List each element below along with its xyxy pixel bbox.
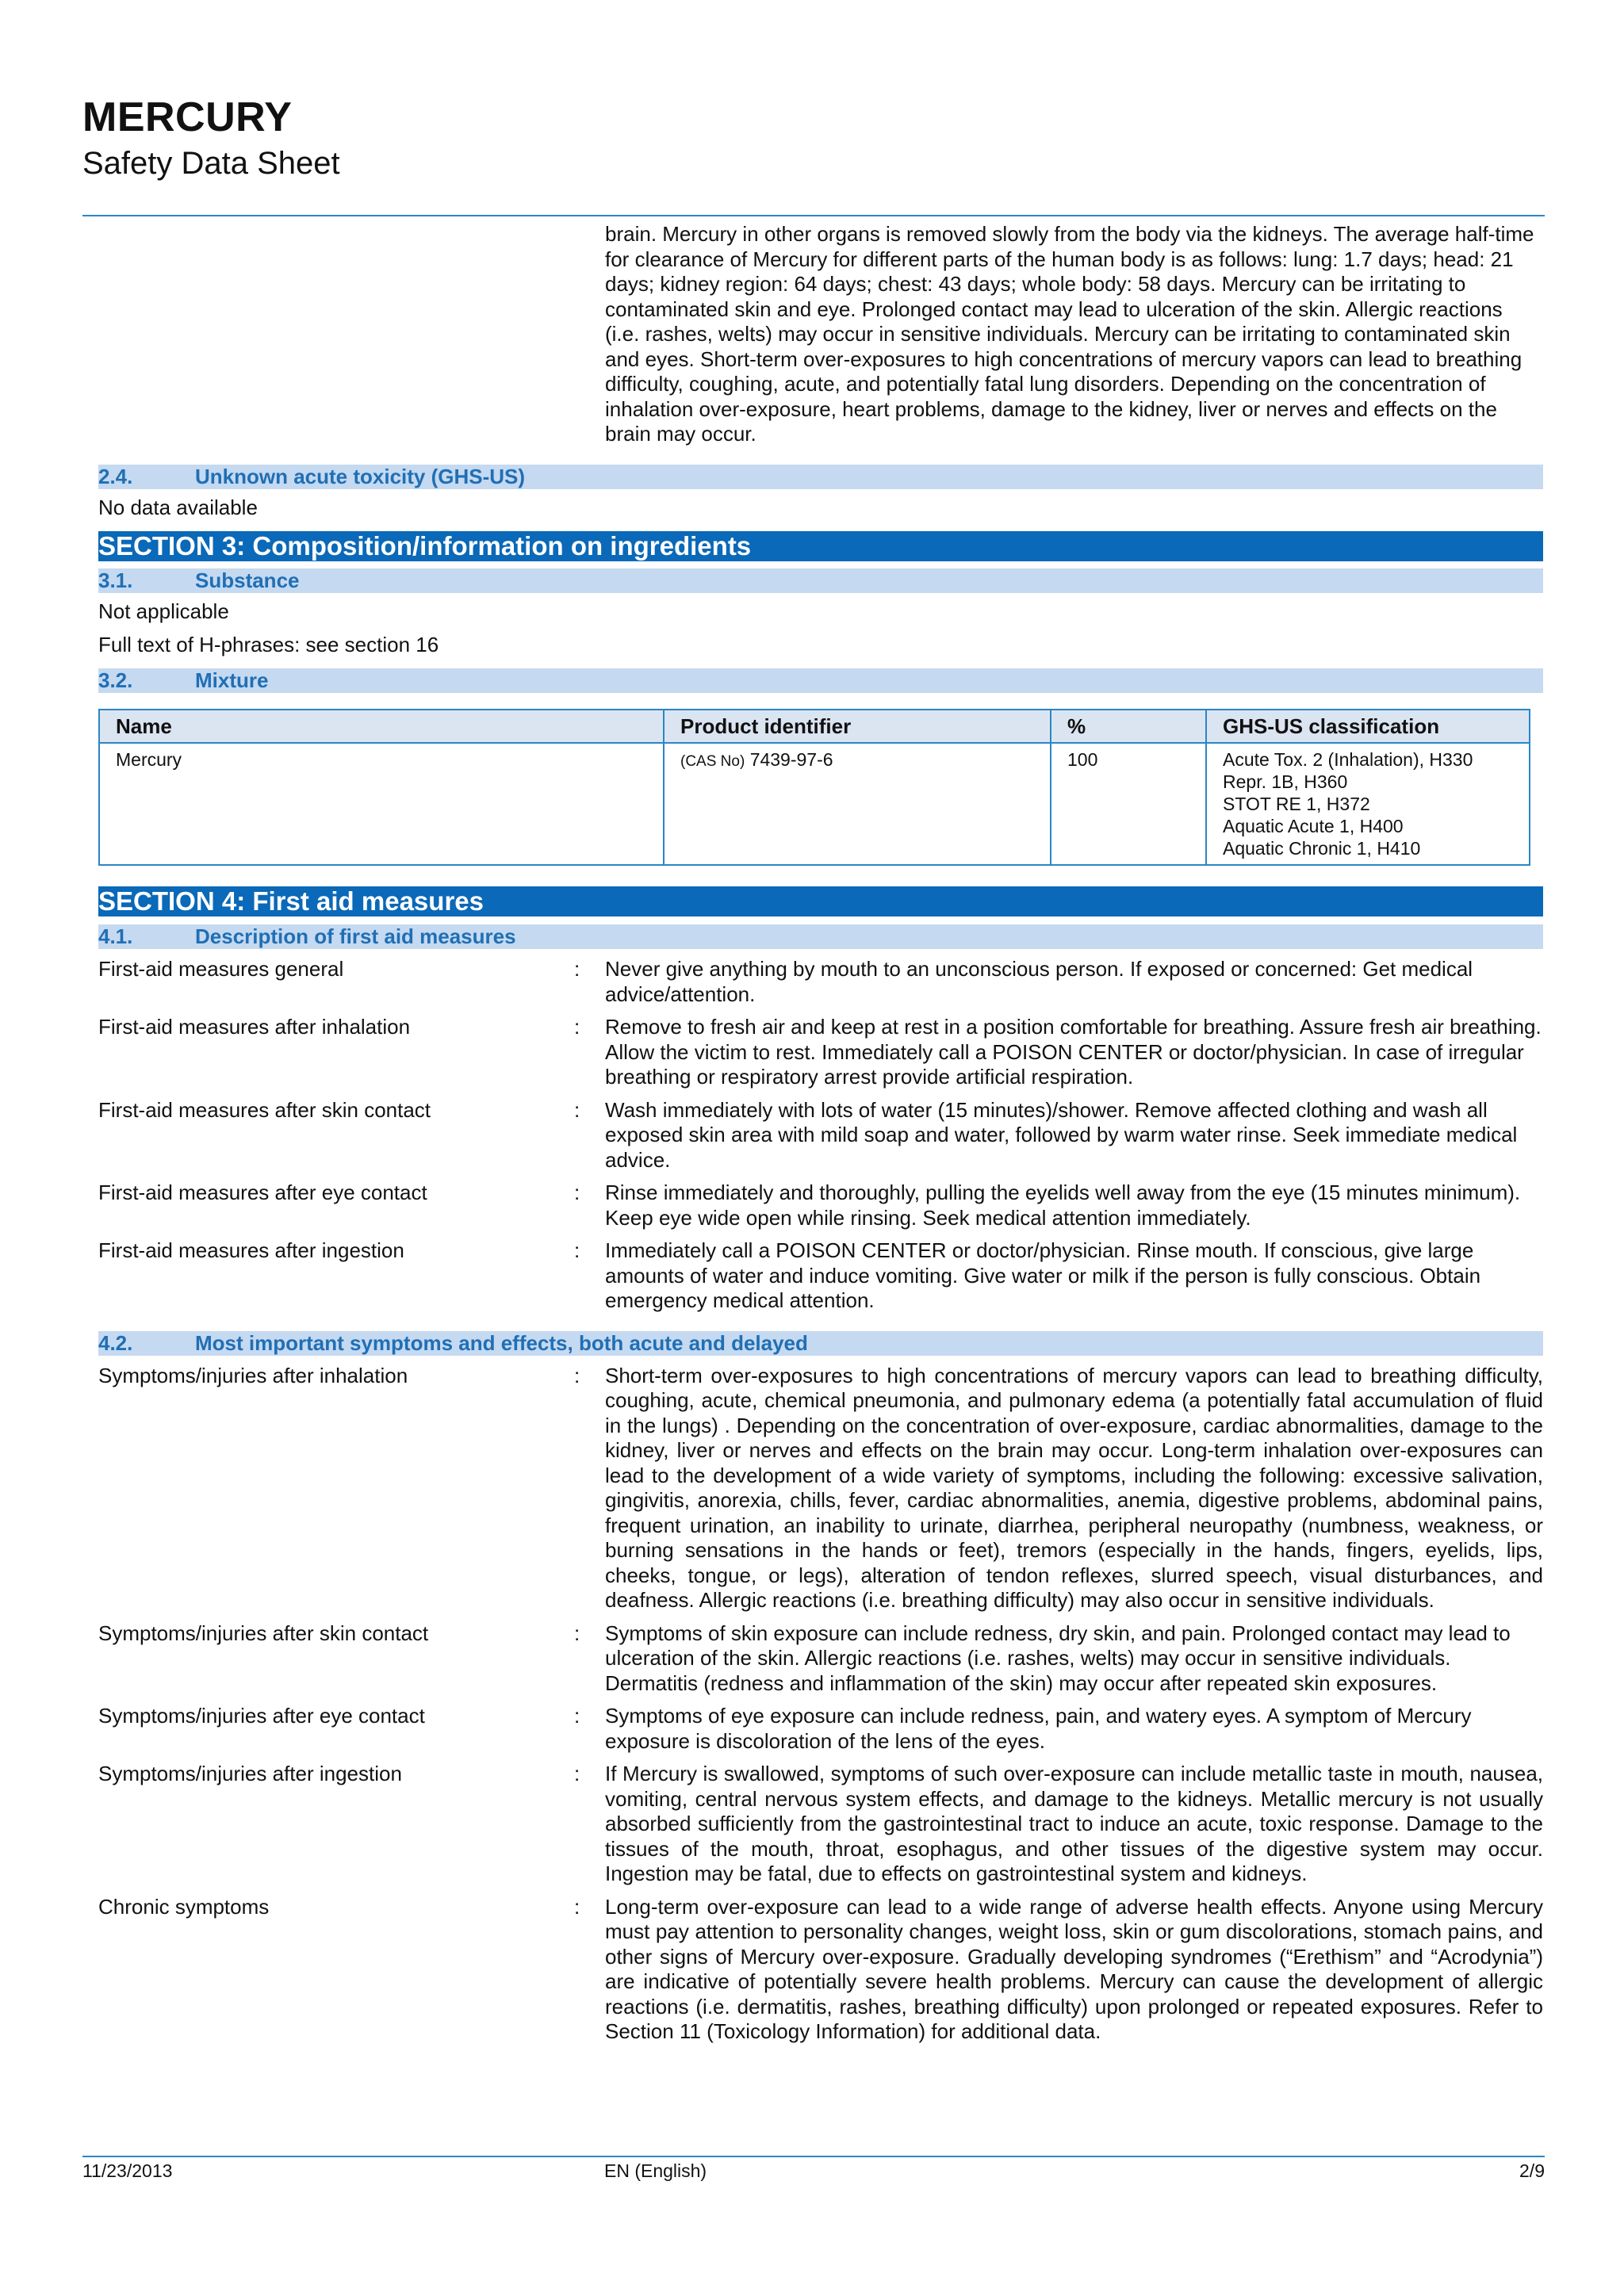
first-aid-item-general bbox=[98, 957, 1543, 1007]
first-aid-item-ingestion bbox=[98, 1238, 1543, 1314]
item-separator: : bbox=[574, 1097, 580, 1122]
subsection-number: 4.1. bbox=[98, 924, 133, 948]
item-text: Short-term over-exposures to high concentrations of mercury vapors can lead to breathing difficulty, coughing, acute, chemical pneumonia, and pulmonary edema (a potentially fatal accumulation of fluid in the lungs) . Depending on the concentration of over-exposure, cardiac abnormalities, damage to the kidney, liver or nerves and effects on the brain may occur. Long-term inhalation over-exposures can lead to the development of a wide variety of symptoms, including the following: excessive salivation, gingivitis, anorexia, chills, fever, cardiac abnormalities, anemia, digestive problems, abdominal pains, frequent urination, an inability to urinate, diarrhea, peripheral neuropathy (numbness, weakness, or burning sensations in the hands or feet), tremors (especially in the hands, fingers, eyelids, lips, cheeks, tongue, or legs), alteration of tendon reflexes, slurred speech, visual disturbances, and deafness. Allergic reactions (i.e. breathing difficulty) may also occur in sensitive individuals. bbox=[605, 1363, 1543, 1612]
item-label: First-aid measures after ingestion bbox=[98, 1238, 404, 1262]
symptom-item-skin bbox=[98, 1621, 1543, 1697]
subsection-title: Most important symptoms and effects, both acute and delayed bbox=[195, 1330, 808, 1355]
item-separator: : bbox=[574, 1894, 580, 1919]
footer-divider bbox=[82, 2156, 1545, 2157]
product-identifier bbox=[664, 743, 1051, 865]
first-aid-list bbox=[98, 957, 1543, 1314]
item-label: First-aid measures after eye contact bbox=[98, 1181, 427, 1204]
section-3-heading: SECTION 3: Composition/information on ingredients bbox=[98, 531, 1543, 561]
table-row bbox=[99, 743, 1530, 865]
classification-line: Aquatic Acute 1, H400 bbox=[1223, 816, 1404, 836]
ghs-classification bbox=[1206, 743, 1530, 865]
footer-page-number: 2/9 bbox=[1519, 2160, 1545, 2181]
section-4-heading: SECTION 4: First aid measures bbox=[98, 886, 1543, 916]
subsection-3-1-heading bbox=[98, 568, 1543, 593]
item-separator: : bbox=[574, 1238, 580, 1262]
cas-prefix: (CAS No) bbox=[680, 753, 745, 770]
symptom-item-chronic bbox=[98, 1895, 1543, 2045]
document-title: MERCURY bbox=[82, 94, 293, 140]
item-separator: : bbox=[574, 1762, 580, 1785]
item-label: First-aid measures after inhalation bbox=[98, 1015, 411, 1039]
item-separator: : bbox=[574, 1621, 580, 1645]
column-header-percent: % bbox=[1051, 710, 1206, 743]
item-label: First-aid measures general bbox=[98, 957, 344, 981]
subsection-2-4-heading bbox=[98, 465, 1543, 489]
symptoms-list bbox=[98, 1364, 1543, 2045]
item-text: Never give anything by mouth to an unconscious person. If exposed or concerned: Get medical advice/attention. bbox=[605, 957, 1473, 1006]
symptom-item-ingestion bbox=[98, 1762, 1543, 1887]
classification-line: STOT RE 1, H372 bbox=[1223, 794, 1370, 814]
item-text: Symptoms of eye exposure can include redness, pain, and watery eyes. A symptom of Mercury exposure is discoloration of the lens of the eyes. bbox=[605, 1704, 1472, 1753]
subsection-4-2-heading bbox=[98, 1331, 1543, 1356]
subsection-number: 3.1. bbox=[98, 568, 133, 592]
subsection-title: Mixture bbox=[195, 668, 269, 692]
item-text: Rinse immediately and thoroughly, pulling the eyelids well away from the eye (15 minutes minimum). Keep eye wide open while rinsing. Seek medical attention immediately. bbox=[605, 1181, 1521, 1230]
subsection-number: 3.2. bbox=[98, 668, 133, 692]
first-aid-item-skin bbox=[98, 1098, 1543, 1173]
item-text: Long-term over-exposure can lead to a wide range of adverse health effects. Anyone using Mercury must pay attention to personality changes, weight loss, skin or gum discolorations, stomach pains, and other signs of Mercury over-exposure. Gradually developing syndromes (“Erethism” and “Acrodynia”) are indicative of potentially severe health problems. Mercury can cause the development of allergic reactions (i.e. dermatitis, rashes, breathing difficulty) upon prolonged or repeated exposures. Refer to Section 11 (Toxicology Information) for additional data. bbox=[605, 1894, 1543, 2043]
column-header-ghs-classification: GHS-US classification bbox=[1206, 710, 1530, 743]
item-separator: : bbox=[574, 1363, 580, 1387]
classification-line: Acute Tox. 2 (Inhalation), H330 bbox=[1223, 749, 1473, 770]
continuation-paragraph: brain. Mercury in other organs is removed slowly from the body via the kidneys. The average half-time for clearance of Mercury for different parts of the human body is as follows: lung: 1.7 days; head: 21 days; kidney region: 64 days; chest: 43 days; whole body: 58 days. Mercury can be irritating to contaminated skin and eye. Prolonged contact may lead to ulceration of the skin. Allergic reactions (i.e. rashes, welts) may occur in sensitive individuals. Mercury can be irritating to contaminated skin and eyes. Short-term over-exposures to high concentrations of mercury vapors can lead to breathing difficulty, coughing, acute, and potentially fatal lung disorders. Depending on the concentration of inhalation over-exposure, heart problems, damage to the kidney, liver or nerves and effects on the brain may occur. bbox=[605, 222, 1534, 446]
footer-date: 11/23/2013 bbox=[82, 2160, 173, 2181]
document-body bbox=[98, 222, 1543, 2045]
first-aid-item-inhalation bbox=[98, 1015, 1543, 1090]
item-separator: : bbox=[574, 1181, 580, 1204]
ingredient-percent: 100 bbox=[1051, 743, 1206, 865]
classification-line: Aquatic Chronic 1, H410 bbox=[1223, 838, 1421, 859]
item-label: Symptoms/injuries after skin contact bbox=[98, 1621, 429, 1645]
item-separator: : bbox=[574, 1015, 580, 1039]
item-text: Remove to fresh air and keep at rest in a position comfortable for breathing. Assure fresh air breathing. Allow the victim to rest. Immediately call a POISON CENTER or doctor/physician. In case of irregular breathing or respiratory arrest provide artificial respiration. bbox=[605, 1015, 1542, 1089]
table-header-row bbox=[99, 710, 1530, 743]
symptom-item-inhalation bbox=[98, 1364, 1543, 1613]
first-aid-item-eye bbox=[98, 1181, 1543, 1230]
subsection-title: Substance bbox=[195, 568, 300, 592]
subsection-3-2-heading bbox=[98, 668, 1543, 693]
classification-line: Repr. 1B, H360 bbox=[1223, 771, 1348, 792]
item-separator: : bbox=[574, 957, 580, 981]
item-text: Symptoms of skin exposure can include redness, dry skin, and pain. Prolonged contact may lead to ulceration of the skin. Allergic reactions (i.e. rashes, welts) may occur in sensitive individuals. Dermatitis (redness and inflammation of the skin) may occur after repeated skin exposures. bbox=[605, 1621, 1511, 1695]
ingredient-name: Mercury bbox=[99, 743, 664, 865]
substance-text: Not applicable bbox=[98, 599, 229, 623]
column-header-name: Name bbox=[99, 710, 664, 743]
item-label: Symptoms/injuries after inhalation bbox=[98, 1363, 408, 1387]
mixture-table bbox=[98, 709, 1530, 866]
subsection-number: 2.4. bbox=[98, 464, 133, 488]
header-divider bbox=[82, 215, 1545, 216]
item-label: First-aid measures after skin contact bbox=[98, 1097, 431, 1122]
subsection-title: Unknown acute toxicity (GHS-US) bbox=[195, 464, 526, 488]
document-subtitle: Safety Data Sheet bbox=[82, 146, 340, 181]
symptom-item-eye bbox=[98, 1704, 1543, 1754]
item-text: Wash immediately with lots of water (15 minutes)/shower. Remove affected clothing and wash all exposed skin area with mild soap and water, followed by warm water rinse. Seek immediate medical advice. bbox=[605, 1097, 1518, 1172]
item-label: Chronic symptoms bbox=[98, 1894, 270, 1919]
subsection-4-1-heading bbox=[98, 924, 1543, 949]
no-data-text: No data available bbox=[98, 495, 258, 519]
item-text: If Mercury is swallowed, symptoms of such over-exposure can include metallic taste in mouth, nausea, vomiting, central nervous system effects, and damage to the kidneys. Metallic mercury is not usually absorbed sufficiently from the gastrointestinal tract to induce an acute, toxic response. Damage to the tissues of the mouth, throat, esophagus, and other tissues of the digestive system may occur. Ingestion may be fatal, due to effects on gastrointestinal system and kidneys. bbox=[605, 1762, 1543, 1885]
subsection-title: Description of first aid measures bbox=[195, 924, 516, 948]
column-header-product-identifier: Product identifier bbox=[664, 710, 1051, 743]
item-separator: : bbox=[574, 1704, 580, 1728]
h-phrases-text: Full text of H-phrases: see section 16 bbox=[98, 632, 439, 656]
item-label: Symptoms/injuries after eye contact bbox=[98, 1704, 425, 1728]
cas-number: 7439-97-6 bbox=[749, 749, 833, 770]
item-text: Immediately call a POISON CENTER or doctor/physician. Rinse mouth. If conscious, give large amounts of water and induce vomiting. Give water or milk if the person is fully conscious. Obtain emergency medical attention. bbox=[605, 1238, 1481, 1312]
footer-language: EN (English) bbox=[604, 2160, 707, 2181]
subsection-number: 4.2. bbox=[98, 1330, 133, 1355]
item-label: Symptoms/injuries after ingestion bbox=[98, 1762, 402, 1785]
